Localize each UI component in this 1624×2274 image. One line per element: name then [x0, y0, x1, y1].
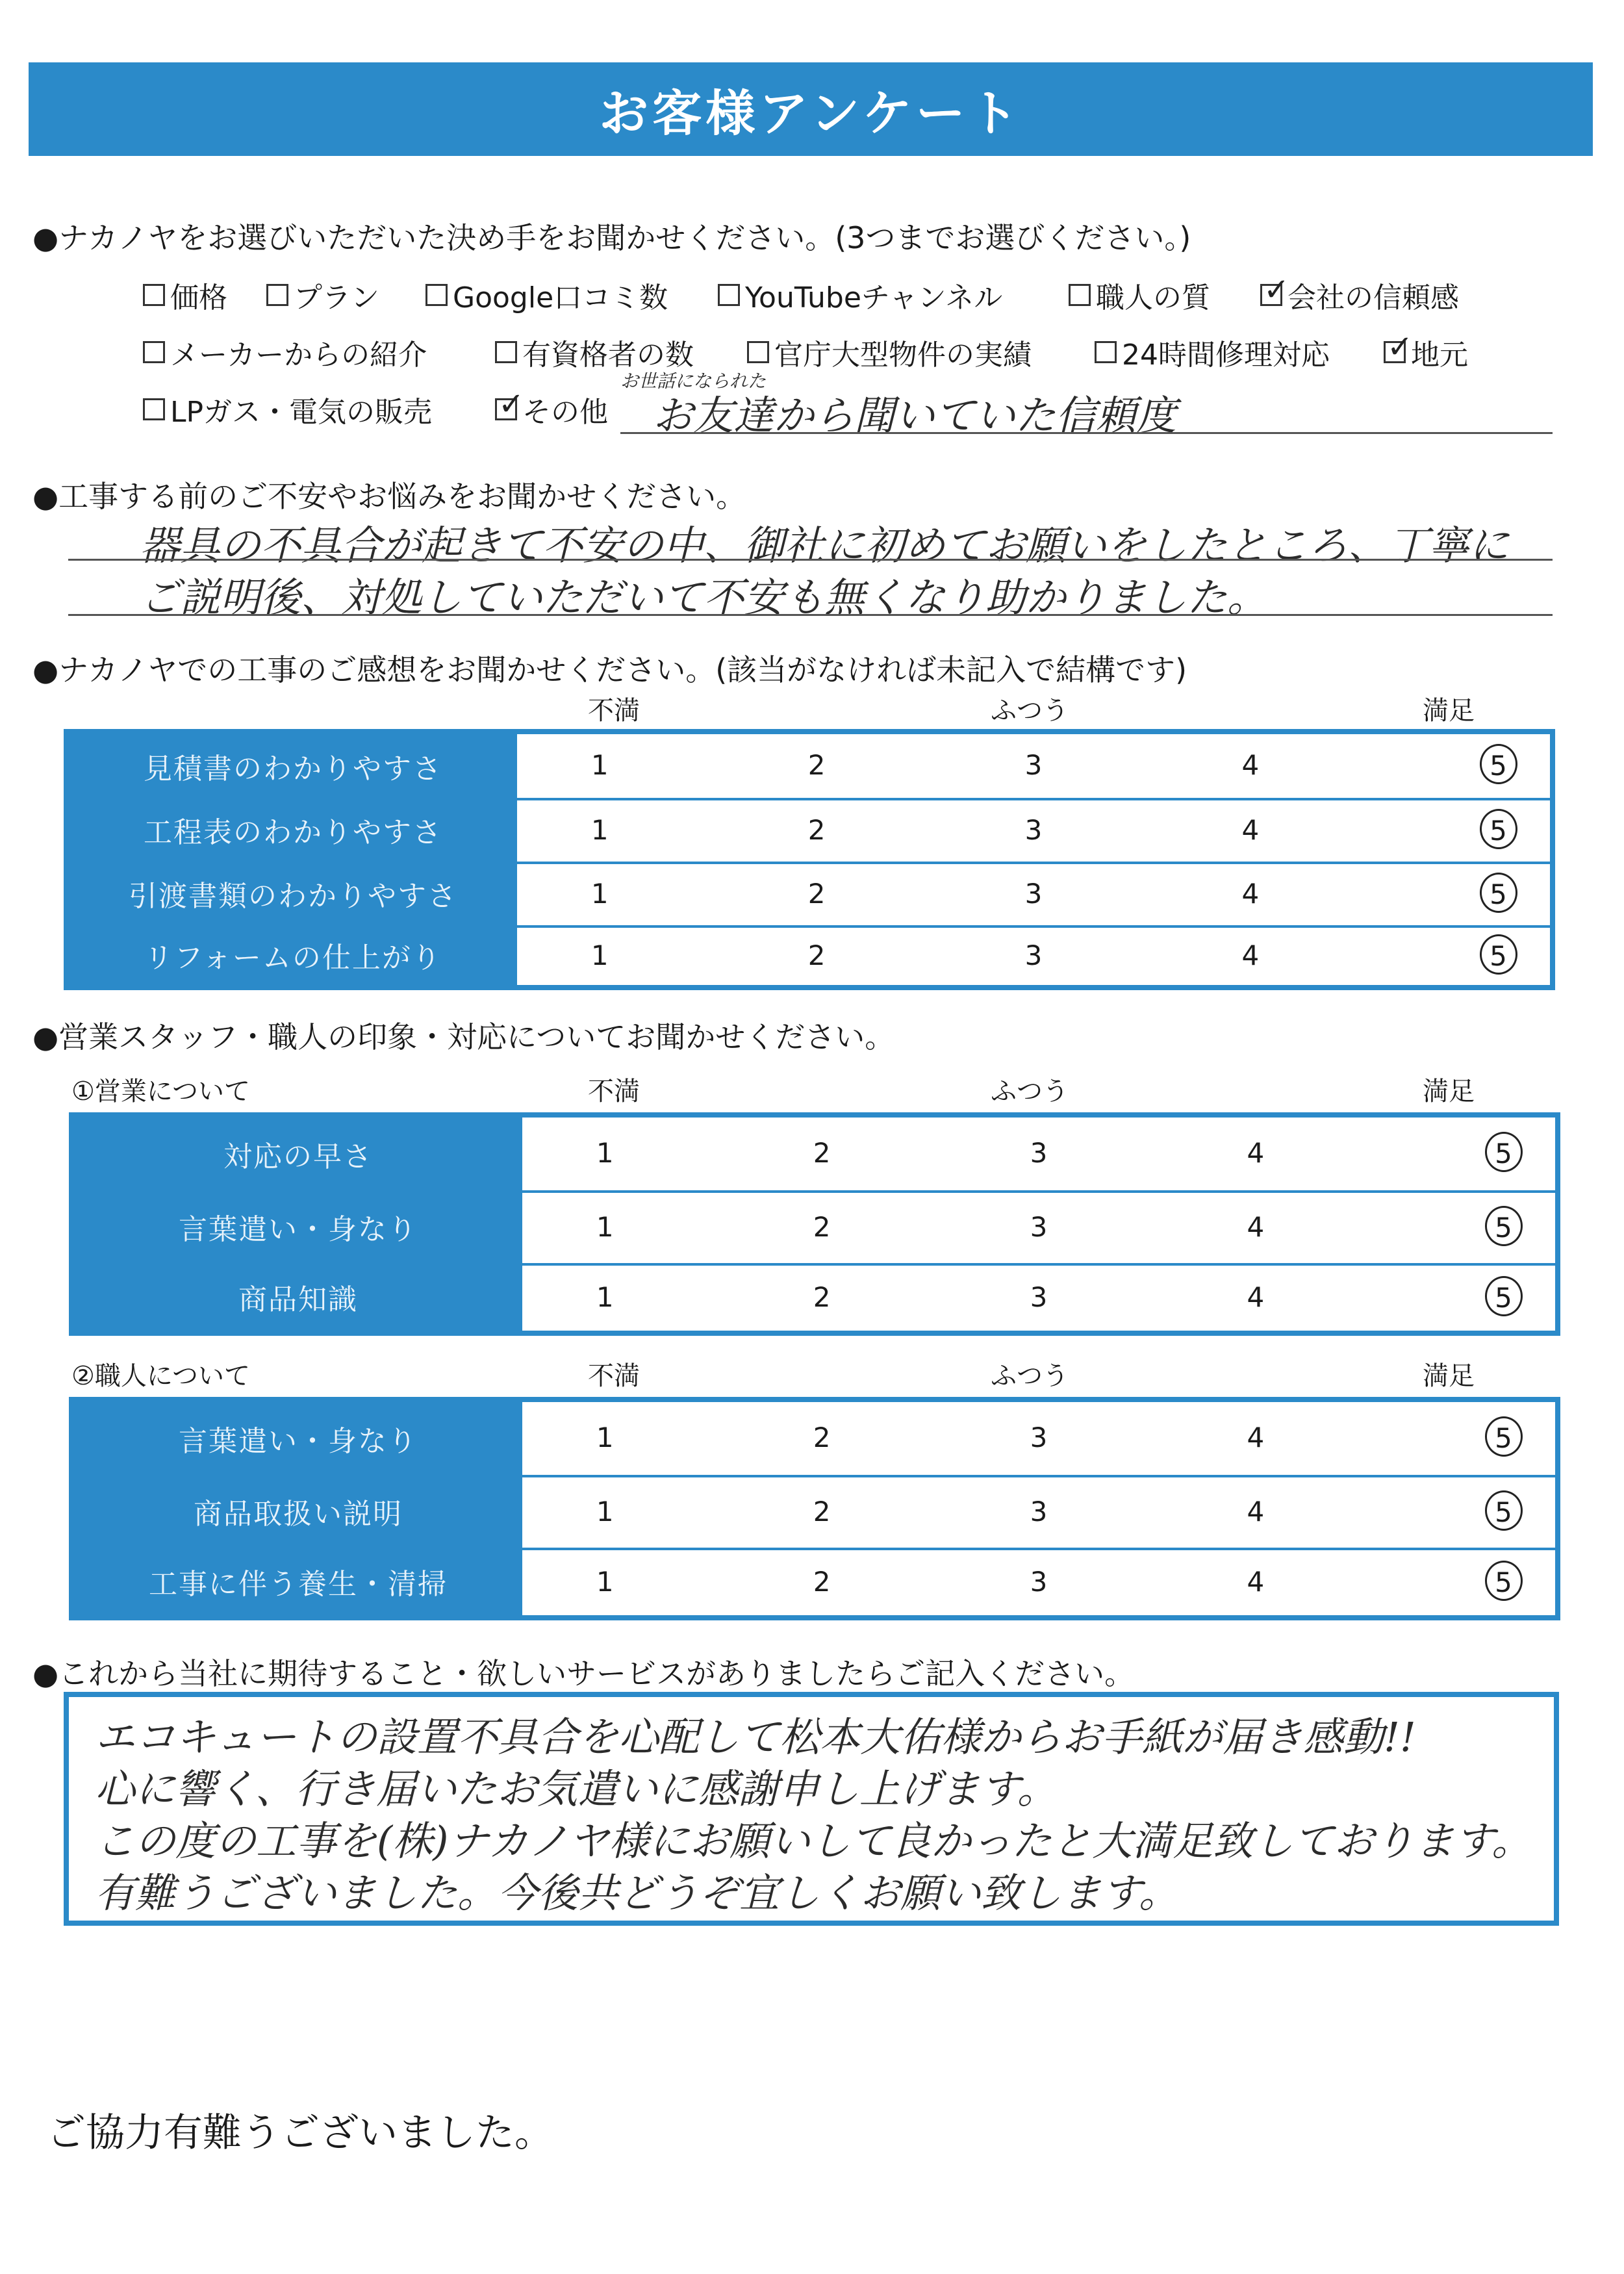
rating-option-3[interactable]: 3	[1030, 1137, 1048, 1169]
rating-row-label: 商品知識	[74, 1263, 522, 1331]
rating-option-3[interactable]: 3	[1024, 814, 1043, 846]
other-underline	[620, 432, 1553, 434]
rating-option-5-selected[interactable]: 5	[1485, 1132, 1523, 1172]
rating-option-4[interactable]: 4	[1247, 1137, 1265, 1169]
rating-options	[517, 925, 1550, 985]
rating-option-4[interactable]: 4	[1241, 749, 1260, 781]
rating-option-2[interactable]: 2	[813, 1281, 831, 1313]
checkbox-lpgas-electric[interactable]	[143, 398, 165, 420]
option-local[interactable]: ✓ 地元	[1384, 331, 1468, 373]
rating-row	[74, 1548, 1555, 1615]
q4-answer-line-3: この度の工事を(株)ナカノヤ様にお願いして良かったと大満足致しております。	[95, 1817, 1532, 1865]
rating-option-4[interactable]: 4	[1241, 939, 1260, 971]
rating-option-2[interactable]: 2	[813, 1496, 831, 1527]
scale-low-label: 不満	[588, 1077, 640, 1106]
rating-row	[69, 798, 1550, 862]
rating-row-label: 商品取扱い説明	[74, 1475, 522, 1548]
q2-title: ●工事する前のご不安やお悩みをお聞かせください。	[32, 479, 746, 514]
checkbox-company-trust[interactable]	[1260, 284, 1282, 306]
option-maker-referral[interactable]: メーカーからの紹介	[143, 331, 427, 373]
scale-high-label: 満足	[1423, 1077, 1475, 1106]
q4-answer-line-2: 心に響く、行き届いたお気遣いに感謝申し上げます。	[95, 1765, 1058, 1813]
scale-high-label: 満足	[1423, 1361, 1475, 1391]
checkbox-plan[interactable]	[266, 284, 288, 306]
rating-option-4[interactable]: 4	[1247, 1422, 1265, 1453]
rating-option-4[interactable]: 4	[1247, 1496, 1265, 1527]
rating-options	[517, 734, 1550, 798]
q2-answer-line-1: 器具の不具合が起きて不安の中、御社に初めてお願いをしたところ、丁寧に	[140, 522, 1510, 569]
rating-option-5-selected[interactable]: 5	[1480, 809, 1517, 849]
checkbox-qualified-staff[interactable]	[495, 341, 517, 363]
rating-option-3[interactable]: 3	[1024, 939, 1043, 971]
q3-rating-table	[64, 729, 1555, 990]
checkbox-price[interactable]	[143, 284, 165, 306]
rating-row	[74, 1402, 1555, 1475]
rating-row	[69, 925, 1550, 985]
sales-rating-table	[69, 1112, 1560, 1336]
staff-title: ●営業スタッフ・職人の印象・対応についてお聞かせください。	[32, 1019, 895, 1054]
rating-option-1[interactable]: 1	[590, 939, 609, 971]
q4-answer-box[interactable]	[64, 1692, 1559, 1926]
sales-heading: ①営業について	[71, 1077, 251, 1106]
scale-high-label: 満足	[1423, 696, 1475, 726]
checkbox-other[interactable]	[495, 398, 517, 420]
q1-title: ●ナカノヤをお選びいただいた決め手をお聞かせください。(3つまでお選びください。)	[32, 220, 1191, 255]
other-note-annotation: お世話になられた	[620, 370, 767, 392]
rating-option-3[interactable]: 3	[1024, 749, 1043, 781]
checkbox-24h-repair[interactable]	[1095, 341, 1117, 363]
rating-option-5-selected[interactable]: 5	[1480, 934, 1517, 975]
q3-title: ●ナカノヤでの工事のご感想をお聞かせください。(該当がなければ未記入で結構です)	[32, 652, 1187, 687]
rating-options	[517, 798, 1550, 862]
rating-option-5-selected[interactable]: 5	[1485, 1276, 1523, 1316]
rating-option-1[interactable]: 1	[596, 1422, 614, 1453]
checkbox-public-projects[interactable]	[747, 341, 769, 363]
rating-option-3[interactable]: 3	[1030, 1281, 1048, 1313]
survey-title: お客様アンケート	[599, 84, 1022, 142]
rating-option-3[interactable]: 3	[1030, 1566, 1048, 1598]
rating-option-3[interactable]: 3	[1030, 1496, 1048, 1527]
rating-row-label: 言葉遣い・身なり	[74, 1190, 522, 1263]
rating-options	[522, 1118, 1555, 1190]
rating-option-4[interactable]: 4	[1247, 1281, 1265, 1313]
option-other[interactable]: ✓ その他	[495, 389, 608, 430]
option-price[interactable]: 価格	[143, 274, 227, 316]
rating-option-5-selected[interactable]: 5	[1485, 1561, 1523, 1601]
rating-option-2[interactable]: 2	[813, 1422, 831, 1453]
rating-row-label: 見積書のわかりやすさ	[69, 734, 517, 798]
rating-option-4[interactable]: 4	[1247, 1211, 1265, 1243]
rating-option-3[interactable]: 3	[1030, 1211, 1048, 1243]
rating-options	[522, 1475, 1555, 1548]
rating-row-label: 言葉遣い・身なり	[74, 1402, 522, 1475]
checkbox-craftsman-quality[interactable]	[1069, 284, 1091, 306]
rating-options	[522, 1548, 1555, 1615]
craftsman-heading: ②職人について	[71, 1361, 251, 1391]
rating-option-5-selected[interactable]: 5	[1485, 1416, 1523, 1457]
option-public-projects[interactable]: 官庁大型物件の実績	[747, 331, 1032, 373]
q2-underline-1	[68, 559, 1553, 561]
rating-option-2[interactable]: 2	[807, 939, 826, 971]
rating-option-1[interactable]: 1	[596, 1566, 614, 1598]
checkbox-local[interactable]	[1384, 341, 1406, 363]
option-lpgas-electric[interactable]: LPガス・電気の販売	[143, 389, 432, 430]
rating-option-3[interactable]: 3	[1030, 1422, 1048, 1453]
scale-mid-label: ふつう	[991, 1361, 1069, 1391]
rating-option-5-selected[interactable]: 5	[1485, 1206, 1523, 1246]
option-youtube[interactable]: YouTubeチャンネル	[718, 274, 1002, 316]
rating-options	[522, 1190, 1555, 1263]
checkbox-google-reviews[interactable]	[425, 284, 448, 306]
rating-row-label: 対応の早さ	[74, 1118, 522, 1190]
rating-row-label: 工事に伴う養生・清掃	[74, 1548, 522, 1615]
rating-options	[517, 862, 1550, 925]
rating-option-1[interactable]: 1	[596, 1496, 614, 1527]
rating-option-2[interactable]: 2	[813, 1211, 831, 1243]
rating-options	[522, 1263, 1555, 1331]
q2-underline-2	[68, 614, 1553, 616]
rating-row	[69, 862, 1550, 925]
option-company-trust[interactable]: ✓ 会社の信頼感	[1260, 274, 1459, 316]
rating-option-1[interactable]: 1	[596, 1137, 614, 1169]
rating-option-5-selected[interactable]: 5	[1485, 1490, 1523, 1531]
rating-row	[74, 1263, 1555, 1331]
rating-option-2[interactable]: 2	[807, 749, 826, 781]
scale-mid-label: ふつう	[991, 1077, 1069, 1106]
checkbox-maker-referral[interactable]	[143, 341, 165, 363]
survey-header	[29, 62, 1593, 156]
rating-row	[69, 734, 1550, 798]
scale-low-label: 不満	[588, 696, 640, 726]
rating-option-1[interactable]: 1	[590, 878, 609, 910]
option-craftsman-quality[interactable]: 職人の質	[1069, 274, 1210, 316]
q2-answer-line-2: ご説明後、対処していただいて不安も無くなり助かりました。	[140, 574, 1268, 621]
rating-row-label: 引渡書類のわかりやすさ	[69, 862, 517, 925]
rating-option-2[interactable]: 2	[807, 814, 826, 846]
rating-row	[74, 1190, 1555, 1263]
scale-low-label: 不満	[588, 1361, 640, 1391]
rating-option-1[interactable]: 1	[590, 749, 609, 781]
rating-option-2[interactable]: 2	[813, 1566, 831, 1598]
q4-title: ●これから当社に期待すること・欲しいサービスがありましたらご記入ください。	[32, 1656, 1135, 1691]
rating-option-5-selected[interactable]: 5	[1480, 744, 1517, 784]
rating-option-2[interactable]: 2	[807, 878, 826, 910]
scale-mid-label: ふつう	[991, 696, 1069, 726]
other-note: お友達から聞いていた信頼度	[653, 392, 1177, 439]
checkbox-youtube[interactable]	[718, 284, 740, 306]
option-24h-repair[interactable]: 24時間修理対応	[1095, 331, 1330, 373]
rating-row-label: 工程表のわかりやすさ	[69, 798, 517, 862]
rating-option-3[interactable]: 3	[1024, 878, 1043, 910]
rating-option-4[interactable]: 4	[1247, 1566, 1265, 1598]
rating-option-5-selected[interactable]: 5	[1480, 873, 1517, 913]
rating-option-1[interactable]: 1	[590, 814, 609, 846]
q4-answer-line-4: 有難うございました。今後共どうぞ宜しくお願い致します。	[95, 1869, 1180, 1917]
craftsman-rating-table	[69, 1397, 1560, 1620]
option-qualified-staff[interactable]: 有資格者の数	[495, 331, 694, 373]
q4-answer-line-1: エコキュートの設置不具合を心配して松本大佑様からお手紙が届き感動!!	[95, 1713, 1416, 1761]
option-plan[interactable]: プラン	[266, 274, 379, 316]
rating-option-2[interactable]: 2	[813, 1137, 831, 1169]
option-google-reviews[interactable]: Google口コミ数	[425, 274, 668, 316]
rating-option-4[interactable]: 4	[1241, 814, 1260, 846]
rating-row	[74, 1118, 1555, 1190]
rating-option-1[interactable]: 1	[596, 1281, 614, 1313]
thank-you-message: ご協力有難うございました。	[47, 2110, 553, 2156]
rating-option-4[interactable]: 4	[1241, 878, 1260, 910]
rating-options	[522, 1402, 1555, 1475]
rating-row-label: リフォームの仕上がり	[69, 925, 517, 985]
rating-row	[74, 1475, 1555, 1548]
rating-option-1[interactable]: 1	[596, 1211, 614, 1243]
